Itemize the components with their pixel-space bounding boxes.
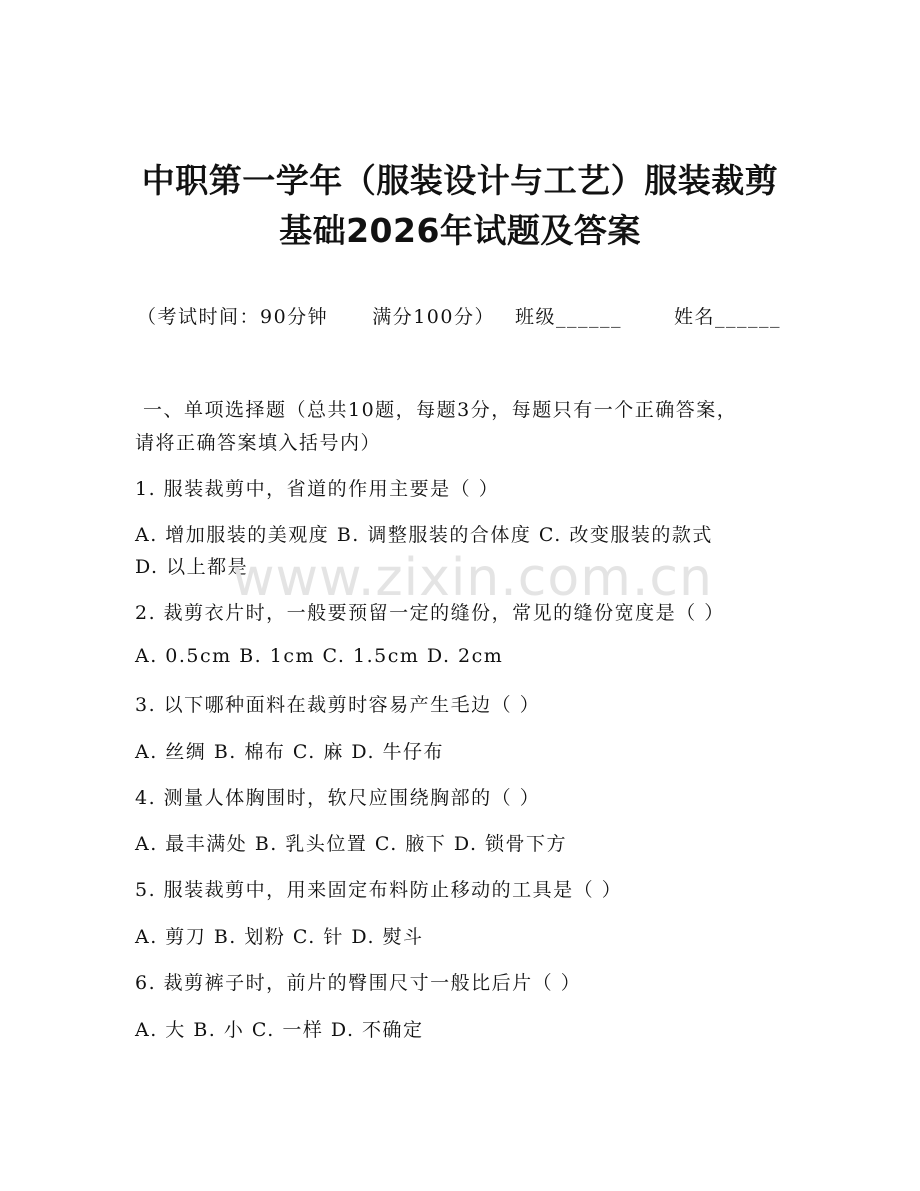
question-2: 2. 裁剪衣片时，一般要预留一定的缝份，常见的缝份宽度是（ ） <box>135 602 725 624</box>
question-4-options: A. 最丰满处 B. 乳头位置 C. 腋下 D. 锁骨下方 <box>135 833 568 855</box>
question-5-options: A. 剪刀 B. 划粉 C. 针 D. 熨斗 <box>135 926 424 948</box>
watermark: www.zixin.com.cn <box>232 548 713 608</box>
question-5: 5. 服装裁剪中，用来固定布料防止移动的工具是（ ） <box>135 879 623 901</box>
question-4: 4. 测量人体胸围时，软尺应围绕胸部的（ ） <box>135 787 541 809</box>
question-1: 1. 服装裁剪中，省道的作用主要是（ ） <box>135 478 500 500</box>
question-2-options: A. 0.5cm B. 1cm C. 1.5cm D. 2cm <box>135 645 504 667</box>
question-3: 3. 以下哪种面料在裁剪时容易产生毛边（ ） <box>135 694 541 716</box>
name-field: 姓名______ <box>673 306 781 328</box>
exam-info <box>137 302 781 329</box>
question-1-options-cont: D. 以上都是 <box>135 556 249 578</box>
exam-time: （考试时间：90分钟 <box>137 306 329 328</box>
question-6-options: A. 大 B. 小 C. 一样 D. 不确定 <box>135 1019 424 1041</box>
question-6: 6. 裁剪裤子时，前片的臀围尺寸一般比后片（ ） <box>135 972 582 994</box>
question-3-options: A. 丝绸 B. 棉布 C. 麻 D. 牛仔布 <box>135 741 445 763</box>
class-field: 班级______ <box>514 306 622 328</box>
question-1-options: A. 增加服装的美观度 B. 调整服装的合体度 C. 改变服装的款式 <box>135 524 713 546</box>
section-heading-line1: 一、单项选择题（总共10题，每题3分，每题只有一个正确答案， <box>143 399 738 421</box>
document-title-line1: 中职第一学年（服装设计与工艺）服装裁剪 <box>141 161 779 200</box>
document-title-line2: 基础2026年试题及答案 <box>279 211 641 250</box>
exam-full-score: 满分100分） <box>372 306 495 328</box>
section-heading-line2: 请将正确答案填入括号内） <box>135 432 382 454</box>
